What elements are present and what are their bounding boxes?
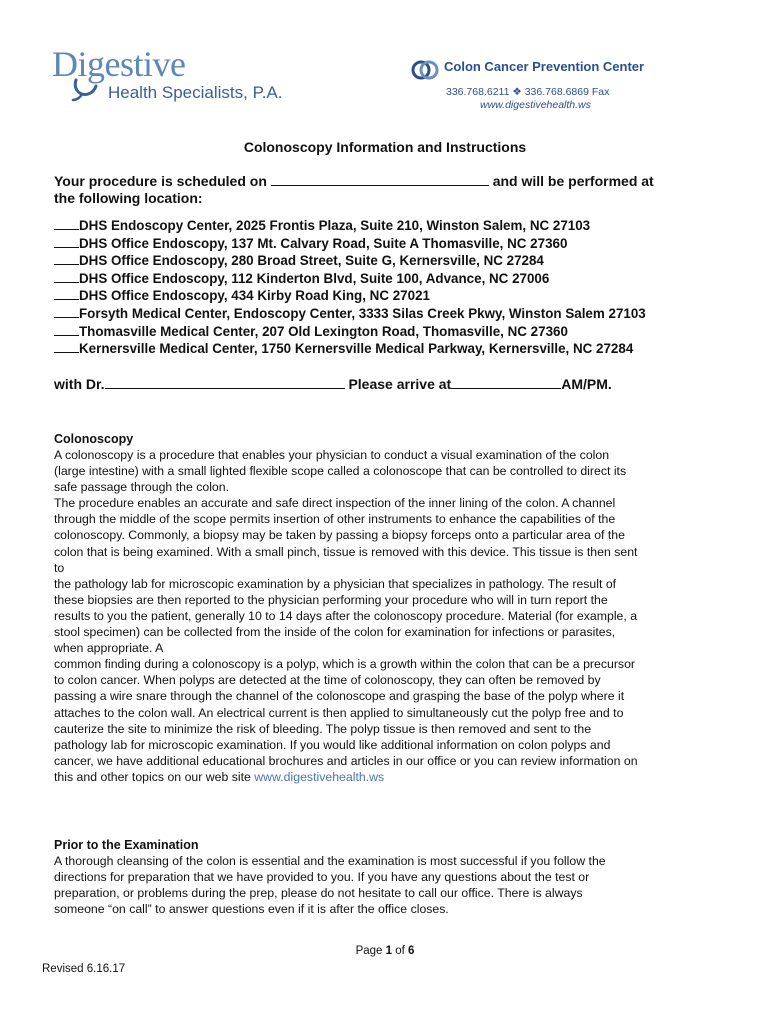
location-checkbox[interactable]: [54, 287, 79, 300]
location-option[interactable]: Thomasville Medical Center, 207 Old Lexington Road, Thomasville, NC 27360: [54, 323, 754, 341]
paragraph-line: common finding during a colonoscopy is a polyp, which is a growth within the colon that can be a precursor: [54, 657, 636, 672]
colonoscopy-heading: Colonoscopy: [54, 432, 134, 446]
location-option[interactable]: DHS Office Endoscopy, 434 Kirby Road King, NC 27021: [54, 287, 754, 305]
doctor-field[interactable]: [105, 374, 345, 389]
schedule-suffix: and will be performed at: [492, 173, 654, 189]
location-option[interactable]: DHS Endoscopy Center, 2025 Frontis Plaza, Suite 210, Winston Salem, NC 27103: [54, 217, 754, 235]
prior-text: [54, 853, 724, 917]
colonoscopy-text: [54, 447, 724, 785]
location-checkbox[interactable]: [54, 323, 79, 336]
location-list: [54, 217, 754, 358]
paragraph-line: pathology lab for microscopic examination. If you would like additional information on colon polyps and: [54, 737, 611, 752]
location-checkbox[interactable]: [54, 270, 79, 283]
stomach-logo-icon: [70, 78, 104, 104]
schedule-line-2: the following location:: [54, 190, 203, 206]
location-checkbox[interactable]: [54, 305, 79, 318]
page-title: Colonoscopy Information and Instructions: [243, 139, 527, 155]
paragraph-line: cancer, we have additional educational brochures and articles in our office or you can review information on: [54, 753, 638, 768]
header-website[interactable]: www.digestivehealth.ws: [480, 99, 591, 111]
schedule-prefix: Your procedure is scheduled on: [54, 173, 267, 189]
paragraph-line: the pathology lab for microscopic examination by a physician that specializes in pathology. The result of: [54, 576, 617, 591]
page-number: Page 1 of 6: [355, 945, 415, 957]
brand-name: Digestive: [52, 44, 186, 84]
paragraph-line: cauterize the site to minimize the risk of bleeding. The polyp tissue is then removed and sent to the: [54, 721, 592, 736]
paragraph-line: to: [54, 560, 65, 575]
paragraph-line: these biopsies are then reported to the physician performing your procedure who will in turn report the: [54, 592, 608, 607]
paragraph-line: colon that is being examined. With a small pinch, tissue is removed with this device. This tissue is then sent: [54, 544, 638, 559]
paragraph-line: directions for preparation that we have provided to you. If you have any questions about the test or: [54, 870, 590, 885]
paragraph-line: safe passage through the colon.: [54, 480, 230, 495]
paragraph-line: results to you the patient, generally 10 to 14 days after the colonoscopy procedure. Material (for example, a: [54, 608, 638, 623]
paragraph-line: to colon cancer. When polyps are detected at the time of colonoscopy, they can often be removed by: [54, 673, 601, 688]
location-option[interactable]: DHS Office Endoscopy, 112 Kinderton Blvd, Suite 100, Advance, NC 27006: [54, 270, 754, 288]
paragraph-line: passing a wire snare through the channel of the colonoscope and grasping the base of the polyp where it: [54, 689, 625, 704]
phone-fax: 336.768.6211 ❖ 336.768.6869 Fax: [446, 86, 610, 98]
brand-subtitle: Health Specialists, P.A.: [108, 83, 283, 102]
paragraph-line: colonoscopy. Commonly, a biopsy may be taken by passing a biopsy forceps onto a particular area of the: [54, 528, 625, 543]
paragraph-line: when appropriate. A: [54, 641, 164, 656]
colon-center-logo-icon: [410, 58, 440, 82]
website-link[interactable]: www.digestivehealth.ws: [254, 769, 385, 784]
location-checkbox[interactable]: [54, 235, 79, 248]
doctor-prefix: with Dr.: [54, 376, 105, 392]
schedule-line: [54, 171, 654, 190]
paragraph-line: (large intestine) with a small lighted flexible scope called a colonoscope that can be controlled to direct its: [54, 464, 627, 479]
doctor-line: [54, 374, 612, 393]
paragraph-line: [54, 769, 724, 785]
paragraph-line: The procedure enables an accurate and safe direct inspection of the inner lining of the colon. A channel: [54, 496, 616, 511]
arrive-label: Please arrive at: [348, 376, 452, 392]
location-option[interactable]: Kernersville Medical Center, 1750 Kernersville Medical Parkway, Kernersville, NC 27284: [54, 340, 754, 358]
ampm-label: AM/PM.: [561, 376, 612, 392]
paragraph-line: through the middle of the scope permits insertion of other instruments to enhance the capabilities of the: [54, 512, 616, 527]
paragraph-line: someone “on call” to answer questions even if it is after the office closes.: [54, 902, 449, 917]
date-field[interactable]: [271, 171, 489, 186]
paragraph-line: preparation, or problems during the prep, please do not hesitate to call our office. There is always: [54, 886, 583, 901]
location-checkbox[interactable]: [54, 252, 79, 265]
revised-date: Revised 6.16.17: [42, 963, 126, 975]
prior-heading: Prior to the Examination: [54, 838, 199, 852]
paragraph-line: attaches to the colon wall. An electrical current is then applied to simultaneously cut the polyp free and to: [54, 705, 624, 720]
location-option[interactable]: DHS Office Endoscopy, 137 Mt. Calvary Road, Suite A Thomasville, NC 27360: [54, 235, 754, 253]
location-checkbox[interactable]: [54, 340, 79, 353]
paragraph-line: A thorough cleansing of the colon is essential and the examination is most successful if you follow the: [54, 854, 606, 868]
paragraph-line: A colonoscopy is a procedure that enables your physician to conduct a visual examination of the colon: [54, 448, 610, 462]
location-option[interactable]: DHS Office Endoscopy, 280 Broad Street, Suite G, Kernersville, NC 27284: [54, 252, 754, 270]
location-checkbox[interactable]: [54, 217, 79, 230]
location-option[interactable]: Forsyth Medical Center, Endoscopy Center, 3333 Silas Creek Pkwy, Winston Salem 27103: [54, 305, 754, 323]
arrival-time-field[interactable]: [451, 374, 561, 389]
paragraph-line: stool specimen) can be collected from the inside of the colon for examination for infections or parasites,: [54, 625, 616, 640]
center-name: Colon Cancer Prevention Center: [444, 59, 645, 74]
last-line-text: this and other topics on our web site: [54, 769, 251, 784]
